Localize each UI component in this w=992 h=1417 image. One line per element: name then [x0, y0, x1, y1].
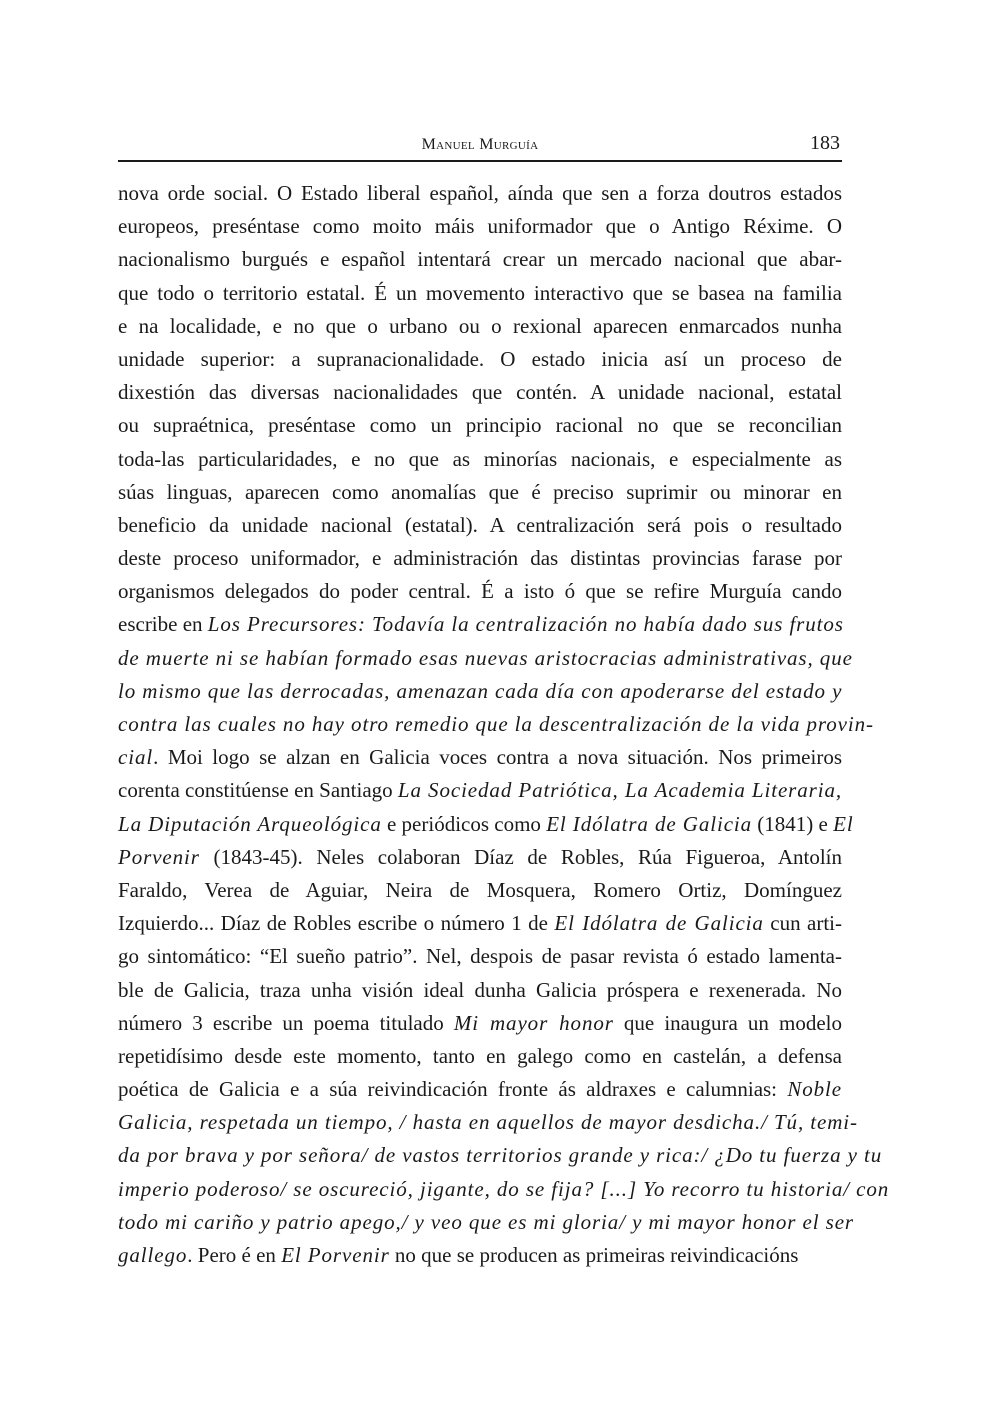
body-text-run: ble de Galicia, traza unha visión ideal dunha Galicia próspera e rexenerada. No [118, 977, 842, 1002]
page-number: 183 [810, 132, 840, 154]
text-line [118, 409, 842, 442]
text-line [118, 841, 842, 874]
text-line [118, 1239, 842, 1272]
body-text-run: toda-las particularidades, e no que as minorías nacionais, e especialmente as [118, 446, 842, 471]
text-line [118, 708, 874, 741]
italic-text: El [833, 811, 854, 836]
text-line [118, 376, 842, 409]
text-line [118, 177, 842, 210]
text-line [118, 243, 842, 276]
body-text-run: poética de Galicia e a súa reivindicación fronte ás aldraxes e calumnias: [118, 1077, 788, 1102]
body-text-run: organismos delegados do poder central. É a isto ó que se refire Murguía cando [118, 579, 842, 604]
text-line [118, 310, 842, 343]
body-text [118, 177, 890, 1272]
body-text-run: súas linguas, aparecen como anomalías que é preciso suprimir ou minorar en [118, 479, 842, 504]
italic-text: da por brava y por señora/ de vastos territorios grande y rica:/ ¿Do tu fuerza y tu [118, 1143, 883, 1168]
text-line [118, 608, 842, 641]
body-text-run: corenta constitúense en Santiago [118, 778, 398, 803]
body-text-run: dixestión das diversas nacionalidades que contén. A unidade nacional, estatal [118, 380, 842, 405]
text-line [118, 874, 842, 907]
italic-text: Los Precursores: Todavía la centralización no había dado sus frutos [207, 612, 844, 637]
body-text-run: unidade superior: a supranacionalidade. O estado inicia así un proceso de [118, 346, 842, 371]
italic-text: La Sociedad Patriótica, La Academia Literaria, [397, 778, 843, 803]
body-text-run: go sintomático: “El sueño patrio”. Nel, despois de pasar revista ó estado lamenta- [118, 944, 842, 969]
body-text-run: europeos, preséntase como moito máis uniformador que o Antigo Réxime. O [118, 214, 842, 239]
text-line [118, 1040, 842, 1073]
body-text-run: (1843-45). Neles colaboran Díaz de Robles, Rúa Figueroa, Antolín [199, 844, 842, 869]
text-line [118, 575, 842, 608]
text-line [118, 1073, 842, 1106]
italic-text: La Diputación Arqueológica [118, 811, 382, 836]
text-line [118, 509, 842, 542]
text-line [118, 642, 853, 675]
body-text-run: no que se producen as primeiras reivindicacións [389, 1243, 799, 1267]
italic-text: de muerte ni se habían formado esas nuevas aristocracias administrativas, que [118, 645, 853, 670]
text-line [118, 1206, 855, 1239]
text-line [118, 210, 842, 243]
italic-text: El Porvenir [281, 1243, 390, 1267]
text-line [118, 542, 842, 575]
text-line [118, 476, 842, 509]
text-line [118, 907, 842, 940]
text-line [118, 277, 842, 310]
body-text-run: (1841) e [752, 811, 834, 836]
italic-text: todo mi cariño y patrio apego,/ y veo que es mi gloria/ y mi mayor honor el ser [118, 1209, 855, 1234]
text-line [118, 974, 842, 1007]
italic-text: Noble [787, 1077, 842, 1102]
text-line [118, 343, 842, 376]
body-text-run: número 3 escribe un poema titulado [118, 1010, 454, 1035]
body-text-run: repetidísimo desde este momento, tanto en galego como en castelán, a defensa [118, 1043, 842, 1068]
text-line [118, 675, 842, 708]
italic-text: imperio poderoso/ se oscureció, jigante, do se fija? [...] Yo recorro tu historia/ con [118, 1176, 890, 1201]
italic-text: cial [118, 745, 154, 770]
text-line [118, 1139, 883, 1172]
text-line [118, 443, 842, 476]
body-text-run: Izquierdo... Díaz de Robles escribe o número 1 de [118, 911, 555, 936]
body-text-run: . Pero é en [187, 1243, 282, 1267]
body-text-run: deste proceso uniformador, e administración das distintas provincias farase por [118, 546, 842, 571]
body-text-run: e na localidade, e no que o urbano ou o rexional aparecen enmarcados nunha [118, 313, 842, 338]
body-text-run: cun arti- [763, 911, 843, 936]
italic-text: El Idólatra de Galicia [554, 911, 764, 936]
body-text-run: que inaugura un modelo [613, 1010, 843, 1035]
body-text-run: escribe en [118, 612, 208, 637]
italic-text: Galicia, respetada un tiempo, / hasta en aquellos de mayor desdicha./ Tú, temi- [118, 1110, 858, 1135]
body-text-run: ou supraétnica, preséntase como un principio racional no que se reconcilian [118, 413, 842, 438]
italic-text: contra las cuales no hay otro remedio que la descentralización de la vida provin- [118, 712, 874, 736]
body-text-run: Faraldo, Verea de Aguiar, Neira de Mosquera, Romero Ortiz, Domínguez [118, 877, 842, 902]
body-text-run: . Moi logo se alzan en Galicia voces contra a nova situación. Nos primeiros [153, 745, 842, 770]
text-line [118, 741, 842, 774]
running-title: Manuel Murguía [421, 136, 539, 153]
text-line [118, 1173, 890, 1206]
running-head [118, 128, 842, 162]
text-line [118, 940, 842, 973]
italic-text: Porvenir [118, 844, 200, 869]
text-line [118, 1007, 842, 1040]
italic-text: lo mismo que las derrocadas, amenazan cada día con apoderarse del estado y [118, 678, 843, 703]
italic-text: Mi mayor honor [453, 1010, 614, 1035]
text-line [118, 1106, 858, 1139]
italic-text: El Idólatra de Galicia [546, 811, 753, 836]
body-text-run: beneficio da unidade nacional (estatal). A centralización será pois o resultado [118, 512, 842, 537]
italic-text: gallego [118, 1243, 188, 1267]
body-text-run: que todo o territorio estatal. É un movemento interactivo que se basea na familia [118, 280, 842, 305]
text-line [118, 774, 842, 807]
body-text-run: nova orde social. O Estado liberal español, aínda que sen a forza doutros estados [118, 181, 842, 205]
text-line [118, 808, 854, 841]
body-text-run: nacionalismo burgués e español intentará crear un mercado nacional que abar- [118, 247, 842, 272]
body-text-run: e periódicos como [381, 811, 547, 836]
